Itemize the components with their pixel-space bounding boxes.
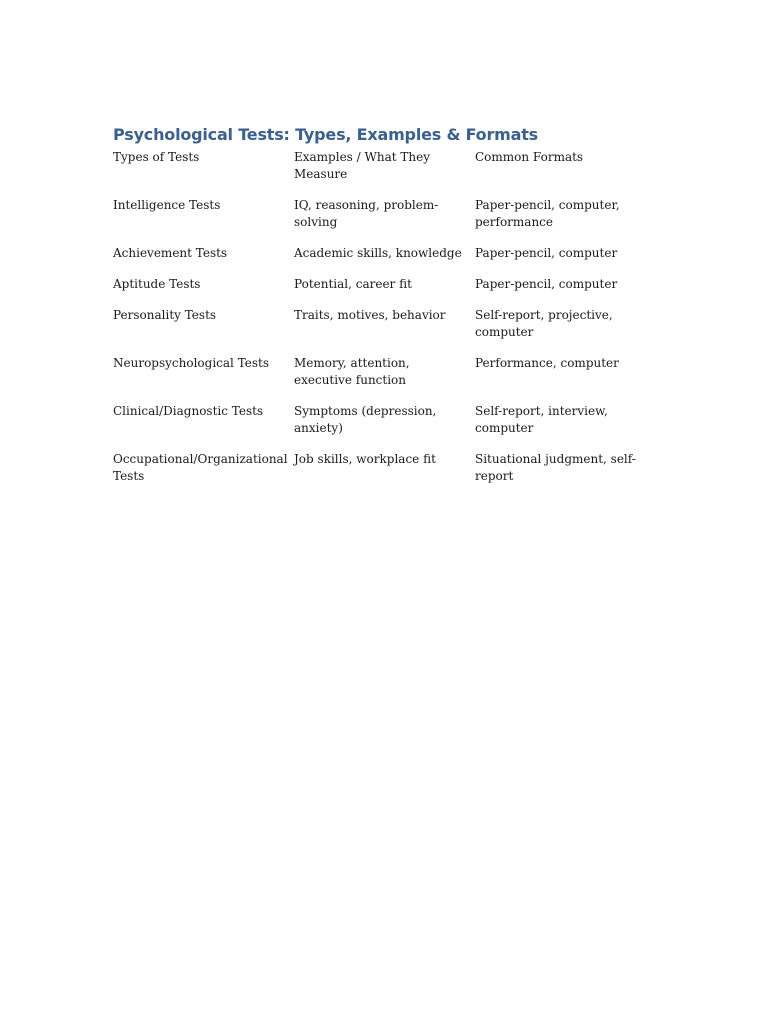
cell-formats: Self-report, interview, computer: [475, 404, 608, 435]
cell-examples: Memory, attention, executive function: [294, 356, 410, 387]
tests-table: [113, 149, 653, 499]
table-row: [113, 276, 653, 307]
cell-examples: Symptoms (depression, anxiety): [294, 404, 437, 435]
table-row: [113, 245, 653, 276]
cell-formats: Self-report, projective, computer: [475, 308, 613, 339]
cell-test-type: Clinical/Diagnostic Tests: [113, 404, 264, 418]
table-row: [113, 451, 653, 499]
cell-test-type: Personality Tests: [113, 308, 217, 322]
table-row: [113, 197, 653, 245]
cell-test-type: Intelligence Tests: [113, 198, 221, 212]
header-cell-examples: Examples / What They Measure: [294, 150, 430, 181]
cell-formats: Paper-pencil, computer: [475, 277, 618, 291]
document-content: [113, 124, 653, 499]
cell-test-type: Aptitude Tests: [113, 277, 201, 291]
cell-formats: Performance, computer: [475, 356, 619, 370]
cell-examples: Job skills, workplace fit: [294, 452, 436, 466]
cell-examples: Academic skills, knowledge: [294, 246, 462, 260]
cell-examples: Potential, career fit: [294, 277, 412, 291]
table-header-row: [113, 149, 653, 197]
header-cell-formats: Common Formats: [475, 150, 584, 164]
document-title: Psychological Tests: Types, Examples & Formats: [113, 125, 538, 144]
cell-formats: Paper-pencil, computer: [475, 246, 618, 260]
table-row: [113, 355, 653, 403]
cell-test-type: Achievement Tests: [113, 246, 228, 260]
table-row: [113, 307, 653, 355]
cell-test-type: Neuropsychological Tests: [113, 356, 270, 370]
cell-test-type: Occupational/Organizational Tests: [113, 452, 288, 483]
cell-formats: Situational judgment, self-report: [475, 452, 636, 483]
table-row: [113, 403, 653, 451]
cell-formats: Paper-pencil, computer, performance: [475, 198, 620, 229]
cell-examples: Traits, motives, behavior: [294, 308, 446, 322]
cell-examples: IQ, reasoning, problem-solving: [294, 198, 439, 229]
header-cell-types: Types of Tests: [113, 150, 200, 164]
